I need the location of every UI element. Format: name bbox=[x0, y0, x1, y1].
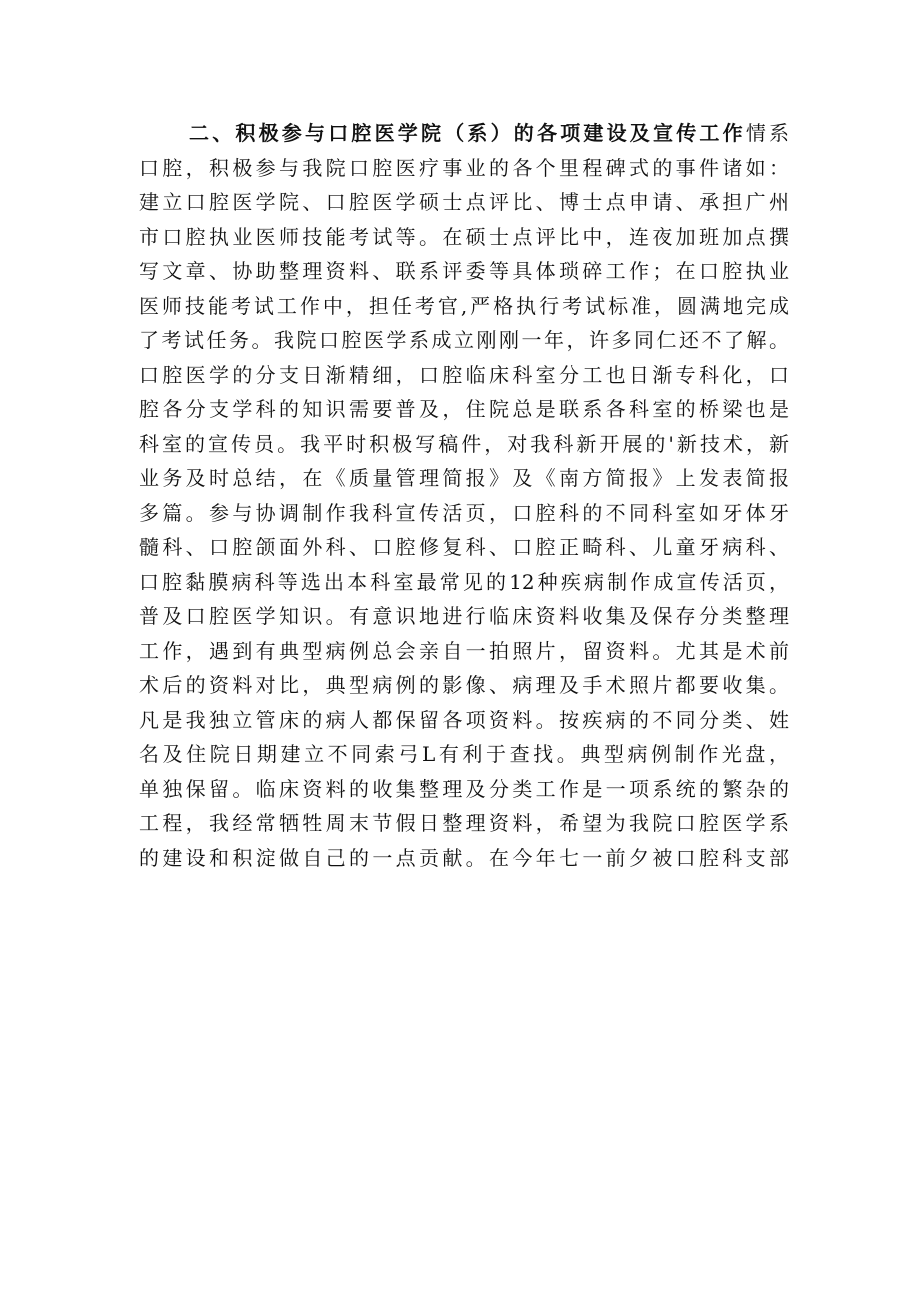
paragraph-line: 多篇。参与协调制作我科宣传活页，口腔科的不同科室如牙体牙 bbox=[139, 500, 789, 525]
paragraph-line: 医师技能考试工作中，担任考官,严格执行考试标准，圆满地完成 bbox=[139, 293, 789, 318]
paragraph-line: 口腔黏膜病科等选出本科室最常见的12种疾病制作成宣传活页， bbox=[139, 569, 789, 594]
paragraph-line: 术后的资料对比，典型病例的影像、病理及手术照片都要收集。 bbox=[139, 673, 789, 697]
section-heading: 二、积极参与口腔医学院（系）的各项建设及宣传工作 bbox=[189, 121, 746, 145]
body-text bbox=[139, 116, 789, 875]
paragraph-line: 髓科、口腔颌面外科、口腔修复科、口腔正畸科、儿童牙病科、 bbox=[139, 535, 789, 559]
paragraph-line: 工作，遇到有典型病例总会亲自一拍照片，留资料。尤其是术前 bbox=[139, 638, 789, 663]
paragraph-line: 凡是我独立管床的病人都保留各项资料。按疾病的不同分类、姓 bbox=[139, 707, 789, 732]
paragraph-line: 名及住院日期建立不同索弓L有利于查找。典型病例制作光盘， bbox=[139, 742, 789, 766]
paragraph-line: 科室的宣传员。我平时积极写稿件，对我科新开展的'新技术，新 bbox=[139, 431, 789, 456]
paragraph-line: 工程，我经常牺牲周末节假日整理资料，希望为我院口腔医学系 bbox=[139, 811, 789, 835]
paragraph-line: 腔各分支学科的知识需要普及，住院总是联系各科室的桥梁也是 bbox=[139, 397, 789, 421]
paragraph-line: 写文章、协助整理资料、联系评委等具体琐碎工作；在口腔执业 bbox=[139, 259, 789, 283]
paragraph-line: 口腔，积极参与我院口腔医疗事业的各个里程碑式的事件诸如： bbox=[139, 155, 789, 180]
paragraph-line: 口腔医学的分支日渐精细，口腔临床科室分工也日渐专科化，口 bbox=[139, 362, 789, 387]
paragraph-line: 普及口腔医学知识。有意识地进行临床资料收集及保存分类整理 bbox=[139, 604, 789, 628]
paragraph-line-1 bbox=[139, 116, 789, 151]
paragraph-line: 单独保留。临床资料的收集整理及分类工作是一项系统的繁杂的 bbox=[139, 776, 789, 801]
paragraph-line: 的建设和积淀做自己的一点贡献。在今年七一前夕被口腔科支部 bbox=[139, 845, 789, 870]
paragraph-line: 建立口腔医学院、口腔医学硕士点评比、博士点申请、承担广州 bbox=[139, 190, 789, 214]
paragraph-line: 业务及时总结，在《质量管理简报》及《南方简报》上发表简报 bbox=[139, 466, 789, 490]
line-text: 情系 bbox=[745, 121, 790, 145]
paragraph-line: 市口腔执业医师技能考试等。在硕士点评比中，连夜加班加点撰 bbox=[139, 224, 789, 249]
paragraph-line: 了考试任务。我院口腔医学系成立刚刚一年，许多同仁还不了解。 bbox=[139, 328, 789, 352]
